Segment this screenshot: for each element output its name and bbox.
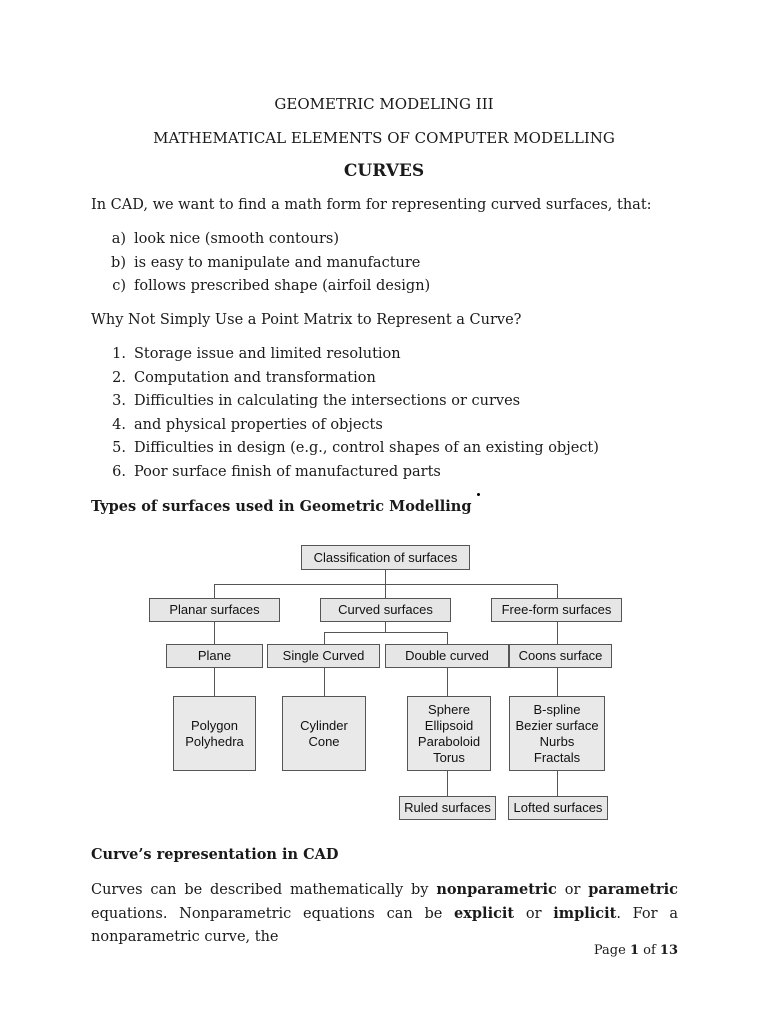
single-curved-node: Single Curved: [267, 644, 380, 668]
current-page-number: 1: [629, 943, 639, 958]
connector-line: [214, 584, 215, 598]
connector-line: [557, 584, 558, 598]
connector-line: [214, 668, 215, 696]
leaf-line: Cone: [308, 733, 340, 749]
list-item-text: look nice (smooth contours): [134, 231, 339, 247]
connector-line: [385, 570, 386, 584]
page-footer: [594, 943, 678, 958]
leaf-line: Nurbs: [539, 733, 575, 749]
connector-line: [324, 632, 448, 633]
paragraph-text: . For a nonparametric curve, the: [91, 906, 678, 945]
cylinder-leaf: [282, 696, 366, 771]
connector-line: [385, 584, 386, 598]
double-curved-node: Double curved: [385, 644, 509, 668]
bold-term: explicit: [454, 905, 515, 922]
coons-surface-node: Coons surface: [509, 644, 612, 668]
section-title: CURVES: [343, 161, 425, 181]
connector-line: [557, 771, 558, 796]
curved-surfaces-node: Curved surfaces: [320, 598, 451, 622]
list-item-text: Poor surface finish of manufactured parts: [134, 464, 441, 480]
leaf-line: Sphere: [428, 701, 470, 717]
list-marker: c): [112, 278, 126, 294]
surfaces-heading: Types of surfaces used in Geometric Modelling: [91, 498, 472, 515]
list-marker: 1.: [112, 346, 126, 362]
leaf-line: Paraboloid: [417, 733, 481, 749]
connector-line: [557, 668, 558, 696]
connector-line: [447, 668, 448, 696]
list-marker: 5.: [112, 440, 126, 456]
list-item-text: Difficulties in design (e.g., control shapes of an existing object): [134, 440, 599, 456]
bspline-leaf: [509, 696, 605, 771]
list-item-text: and physical properties of objects: [134, 417, 383, 433]
footer-text: of: [639, 943, 660, 958]
footer-text: Page: [593, 943, 630, 958]
paragraph-text: or: [556, 882, 589, 898]
paragraph-text: Curves can be described mathematically by: [91, 882, 437, 898]
list-marker: b): [111, 255, 126, 271]
intro-paragraph: In CAD, we want to find a math form for representing curved surfaces, that:: [91, 197, 652, 213]
list-marker: 2.: [112, 370, 126, 386]
lofted-surfaces-node: Lofted surfaces: [508, 796, 608, 820]
leaf-line: Cylinder: [300, 717, 348, 733]
bold-term: implicit: [553, 905, 617, 922]
ruled-surfaces-node: Ruled surfaces: [399, 796, 496, 820]
connector-line: [385, 622, 386, 632]
connector-line: [324, 668, 325, 696]
list-item-text: Difficulties in calculating the intersections or curves: [134, 393, 521, 409]
bold-term: nonparametric: [436, 881, 557, 898]
planar-surfaces-node: Planar surfaces: [149, 598, 280, 622]
list-item-text: follows prescribed shape (airfoil design): [134, 278, 431, 294]
list-marker: 4.: [112, 417, 126, 433]
connector-line: [324, 632, 325, 644]
connector-line: [447, 632, 448, 644]
free-form-surfaces-node: Free-form surfaces: [491, 598, 622, 622]
root-node: Classification of surfaces: [301, 545, 470, 570]
list-marker: 6.: [112, 464, 126, 480]
paragraph-text: or: [514, 906, 554, 922]
list-marker: 3.: [112, 393, 126, 409]
list-item-text: Storage issue and limited resolution: [134, 346, 401, 362]
document-title: GEOMETRIC MODELING III: [274, 95, 494, 113]
leaf-line: Polyhedra: [185, 733, 244, 749]
leaf-line: Polygon: [191, 717, 238, 733]
polygon-leaf: [173, 696, 256, 771]
connector-line: [447, 771, 448, 796]
sphere-leaf: [407, 696, 491, 771]
leaf-line: B-spline: [533, 701, 581, 717]
total-pages-number: 13: [659, 943, 678, 958]
leaf-line: Ellipsoid: [424, 717, 474, 733]
leaf-line: Torus: [433, 749, 465, 765]
curve-paragraph: [91, 878, 678, 949]
paragraph-text: equations. Nonparametric equations can be: [91, 906, 455, 922]
leaf-line: Fractals: [533, 749, 581, 765]
why-question: Why Not Simply Use a Point Matrix to Represent a Curve?: [91, 312, 522, 328]
list-item-text: Computation and transformation: [134, 370, 376, 386]
leaf-line: Bezier surface: [515, 717, 599, 733]
list-marker: a): [111, 231, 126, 247]
bold-term: parametric: [588, 881, 679, 898]
list-item-text: is easy to manipulate and manufacture: [134, 255, 421, 271]
connector-line: [214, 622, 215, 644]
document-subtitle: MATHEMATICAL ELEMENTS OF COMPUTER MODELLING: [153, 129, 615, 147]
connector-line: [557, 622, 558, 644]
plane-node: Plane: [166, 644, 263, 668]
curve-representation-heading: Curve’s representation in CAD: [91, 846, 339, 863]
